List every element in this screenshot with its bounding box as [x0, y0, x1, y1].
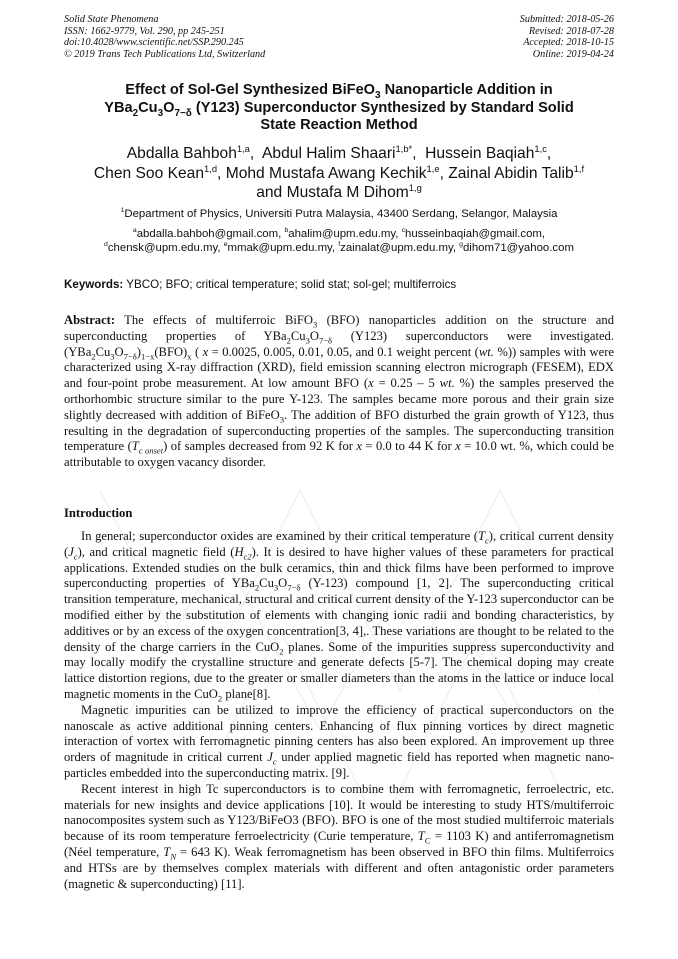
- author-name: Chen Soo Kean: [93, 164, 205, 182]
- section-heading-introduction: Introduction: [64, 506, 133, 520]
- issn-line: ISSN: 1662-9779, Vol. 290, pp 245-251: [64, 25, 225, 37]
- accepted-date: Accepted: 2018-10-15: [523, 37, 614, 49]
- paragraph: In general; superconductor oxides are examined by their critical temperature $(T_c)$, critical current density $(J_c)$, and critical magnetic field $(H_{c2})$. It is desired to have higher values of these parameters for practical applications. Extended studies on the bulk ceramics, thin and thick films have been performed to improve superconducting properties of $YBa_2Cu_3O_{7-\delta}$ (Y-123) compound [1, 2]. The superconducting critical transition temperature, mechanical, structural and critical current density of the Y-123 superconductor can be modified either by the substitution of elements with changing ionic radii and bonding characteristics, by additives or by an excess of the oxygen concentration[3, 4],. These variations are thought to be related to the density of the charge carriers in the CuO$_2$ planes. Some of the impurities suppress superconductivity and may locally modify the crystalline structure and generate defects [5-7]. The chemical doping may create lattice distortion regions, due to the greater or smaller diameters than the atoms in the lattice or induce local magnetic moments in the CuO$_2$ plane[8].: [64, 529, 614, 704]
- author-name: Mohd Mustafa Awang Kechik: [225, 164, 427, 182]
- author-list: Abdalla Bahboh$^{1,a}$, Abdul Halim Shaari$^{1,b*}$, Hussein Baqiah$^{1,c}$, Chen Soo Kean$^{1,d}$, Mohd Mustafa Awang Kechik$^{1,e}$, Zainal Abidin Talib$^{1,f}$ and Mustafa M Dihom$^{1,g}$: [93, 143, 585, 201]
- paragraph: Magnetic impurities can be utilized to improve the efficiency of practical superconductors on the nanoscale as active additional pinning centers. Enhancing of flux pinning vortices by direct magnetic interaction of vortex with ferromagnetic pinning centers has also been explored. An improvement up three orders of magnitude in critical current $J_c$ under applied magnetic field has reported when magnetic nano-particles embedded into the superconducting matrix. [9].: [64, 702, 614, 780]
- paragraph: Recent interest in high Tc superconductors is to combine them with ferromagnetic, ferroelectric, etc. materials for new insights and device applications [10]. It would be interesting to study HTS/multiferroic nanocomposites system such as Y123/BiFeO3 (BFO). BFO is one of the most studied multiferroic materials because of its room temperature ferroelectricity (Curie temperature, $T_C = 1103$ K) and antiferromagnetism (Néel temperature, $T_N = 643$ K). Weak ferromagnetism has been observed in BFO thin films. Multiferroics and HTSs are by themselves complex materials with different and often antagonistic order parameters (magnetic & superconducting) [11].: [64, 781, 615, 891]
- author-name: Hussein Baqiah: [425, 145, 535, 162]
- submitted-date: Submitted: 2018-05-26: [519, 14, 614, 25]
- author-name: Abdul Halim Shaari: [262, 145, 396, 162]
- revised-date: Revised: 2018-07-28: [528, 25, 614, 37]
- journal-name: Solid State Phenomena: [64, 14, 159, 25]
- doi-line: doi:10.4028/www.scientific.net/SSP.290.245: [64, 37, 244, 49]
- introduction-body: [64, 529, 614, 892]
- affiliation: $^1$Department of Physics, Universiti Putra Malaysia, 43400 Serdang, Selangor, Malaysia: [120, 207, 558, 220]
- author-name: Abdalla Bahboh: [126, 145, 237, 162]
- abstract: Abstract: The effects of multiferroic BiFO$_3$ (BFO) nanoparticles addition on the structure and superconducting properties of $YBa_2Cu_3O_{7-\delta}$ (Y123) superconductors were investigated. $(YBa_2Cu_3O_{7-\delta})_{1-x}(BFO)_x$ ( x = 0.0025, 0.005, 0.01, 0.05, and 0.1 weight percent (wt. %)) samples with were characterized using X-ray diffraction (XRD), field emission scanning electron micrograph (FESEM), EDX and four-point probe measurement. At low amount BFO (x = 0.25 – 5 wt. %) the samples preserved the orthorhombic structure similar to the pure Y-123. The samples became more porous and their grain size slightly decreased with addition of BiFeO$_3$. The addition of BFO disturbed the grain growth of Y123, thus resulting in the degradation of superconducting properties of the samples. The superconducting transition temperature $(T_{c onset})$ of samples decreased from 92 K for x = 0.0 to 44 K for x = 10.0 wt. %, which could be attributable to oxygen vacancy disorder.: [64, 313, 615, 470]
- paper-title: Effect of Sol-Gel Synthesized BiFeO$_3$ Nanoparticle Addition in $YBa_2Cu_3O_{7-\delta}$ (Y123) Superconductor Synthesized by Standard Solid State Reaction Method: [104, 82, 574, 134]
- author-emails: $^a$abdalla.bahboh@gmail.com, $^b$ahalim@upm.edu.my, $^c$husseinbaqiah@gmail.com, $^d$chensk@upm.edu.my, $^e$mmak@upm.edu.my, $^f$zainalat@upm.edu.my, $^g$dihom71@yahoo.com: [104, 227, 574, 254]
- abstract-label: Abstract:: [64, 313, 116, 327]
- keywords-label: Keywords:: [64, 278, 124, 291]
- keywords: Keywords: YBCO; BFO; critical temperature; solid stat; sol-gel; multiferroics: [64, 278, 457, 291]
- copyright-line: © 2019 Trans Tech Publications Ltd, Switzerland: [64, 48, 266, 60]
- date-info: [520, 14, 614, 60]
- author-name: Mustafa M Dihom: [286, 184, 409, 201]
- journal-info: [64, 14, 265, 60]
- online-date: Online: 2019-04-24: [532, 48, 614, 60]
- author-name: Zainal Abidin Talib: [448, 164, 574, 182]
